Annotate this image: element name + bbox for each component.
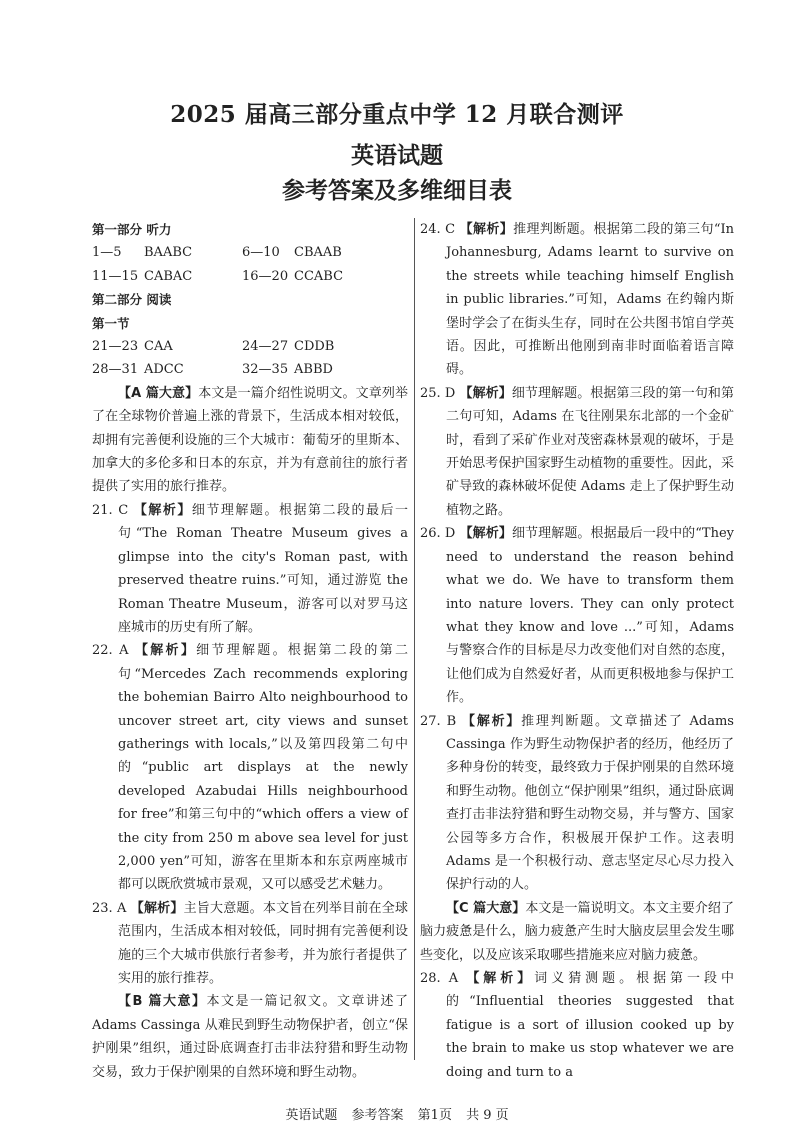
explanation-text: 推理判断题。根据第二段的第三句“In Johannesburg, Adams learnt to survive on the streets while teaching himself English in public libraries.”可知，Adams 在约翰内斯堡时学会了在街头生存，同时在公共图书馆自学英语。因此，可推断出他刚到南非时面临着语言障碍。 <box>446 222 734 378</box>
answer-range: 1—5 <box>92 245 122 261</box>
question-number: 26. D <box>420 526 456 542</box>
right-column <box>420 218 734 1084</box>
document-subtitle: 参考答案及多维细目表 <box>282 177 512 204</box>
analysis-label: 【解析】 <box>459 526 512 542</box>
answer-row <box>92 358 408 381</box>
answer-explanation-26 <box>420 522 734 709</box>
summary-text: 本文是一篇记叙文。文章讲述了 Adams Cassinga 从难民到野生动物保护者，创立“保护刚果”组织，通过卧底调查打击非法狩猎和野生动物交易，致力于保护刚果的自然环境和野生动物。 <box>92 994 408 1080</box>
subject-title: 英语试题 <box>351 142 443 169</box>
answer-value: ADCC <box>144 362 184 378</box>
answer-explanation-22 <box>92 639 408 896</box>
passage-c-summary <box>420 897 734 967</box>
analysis-label: 【解析】 <box>133 502 192 518</box>
summary-label: 【A 篇大意】 <box>118 385 199 401</box>
summary-text: 本文是一篇介绍性说明文。文章列举了在全球物价普遍上涨的背景下，生活成本相对较低，却拥有完善便利设施的三个大城市：葡萄牙的里斯本、加拿大的多伦多和日本的东京，并为有意前往的旅行者提供了实用的旅行推荐。 <box>92 385 408 495</box>
section-heading: 第一节 <box>92 315 130 331</box>
question-number: 21. C <box>92 502 129 518</box>
explanation-text: 细节理解题。根据第二段的第二句“Mercedes Zach recommends exploring the bohemian Bairro Alto neighbourhood to uncover street art, city views and sunset gatherings with locals,”以及第四段第二句中的“public art displays at the newly developed Azabudai Hills neighbourhood for free”和第三句中的“which offers a view of the city from 250 m above sea level for just 2,000 yen”可知，游客在里斯本和东京两座城市都可以既欣赏城市景观，又可以感受艺术魅力。 <box>118 643 408 893</box>
answer-value: BAABC <box>144 245 193 261</box>
explanation-text: 词义猜测题。根据第一段中的“Influential theories suggested that fatigue is a sort of illusion cooked up by the brain to make us stop whatever we are doing and turn to a <box>446 971 734 1080</box>
answer-value: CAA <box>144 339 173 355</box>
question-number: 25. D <box>420 385 456 401</box>
left-column <box>92 218 408 1084</box>
answer-range: 16—20 <box>242 268 289 284</box>
summary-text: 本文是一篇说明文。本文主要介绍了脑力疲惫是什么，脑力疲惫产生时大脑皮层里会发生哪些变化，以及应该采取哪些措施来应对脑力疲惫。 <box>420 900 734 963</box>
passage-a-summary <box>92 382 408 499</box>
part2-heading: 第二部分 阅读 <box>92 292 172 308</box>
analysis-label: 【解析】 <box>130 900 184 916</box>
summary-label: 【B 篇大意】 <box>118 994 207 1010</box>
analysis-label: 【解析】 <box>466 971 535 986</box>
answer-range: 24—27 <box>242 339 289 355</box>
column-divider <box>414 218 415 1060</box>
answer-explanation-24 <box>420 218 734 382</box>
question-number: 23. A <box>92 900 127 916</box>
answer-explanation-23 <box>92 897 408 991</box>
explanation-text: 细节理解题。根据第二段的最后一句“The Roman Theatre Museum gives a glimpse into the city's Roman past, with preserved theatre ruins.”可知，通过游览 the Roman Theatre Museum，游客可以对罗马这座城市的历史有所了解。 <box>118 502 408 635</box>
explanation-text: 主旨大意题。本文旨在列举目前在全球范围内，生活成本相对较低，同时拥有完善便利设施的三个大城市供旅行者参考，并为旅行者提供了实用的旅行推荐。 <box>118 900 408 986</box>
question-number: 24. C <box>420 222 456 237</box>
analysis-label: 【解析】 <box>134 643 197 659</box>
part1-heading: 第一部分 听力 <box>92 222 172 237</box>
passage-b-summary <box>92 990 408 1084</box>
answer-explanation-25 <box>420 382 734 522</box>
answer-row <box>92 335 408 358</box>
summary-label: 【C 篇大意】 <box>446 900 526 916</box>
footer-page-number: 第1页 <box>417 1108 452 1123</box>
page-title: 2025 届高三部分重点中学 12 月联合测评 <box>170 101 624 128</box>
answer-value: ABBD <box>294 362 333 378</box>
answer-value: CBAAB <box>294 245 342 261</box>
analysis-label: 【解析】 <box>462 713 522 729</box>
answer-range: 6—10 <box>242 245 280 261</box>
explanation-text: 细节理解题。根据第三段的第一句和第二句可知，Adams 在飞往刚果东北部的一个金矿时，看到了采矿作业对茂密森林景观的破坏，于是开始思考保护国家野生动植物的重要性。因此，采矿导致的森林破坏促使 Adams 走上了保护野生动植物之路。 <box>446 385 734 518</box>
question-number: 28. A <box>420 971 459 986</box>
answer-value: CDDB <box>294 339 335 355</box>
page-footer <box>0 1104 794 1123</box>
footer-total-pages: 共 9 页 <box>466 1108 509 1123</box>
explanation-text: 细节理解题。根据最后一段中的“They need to understand the reason behind what we do. We have to transform them into nature lovers. They can only protect what they know and love ...”可知，Adams 与警察合作的目标是尽力改变他们对自然的态度，让他们成为自然爱好者，从而更积极地参与保护工作。 <box>446 526 734 706</box>
answer-range: 11—15 <box>92 268 139 284</box>
analysis-label: 【解析】 <box>459 222 514 237</box>
answer-value: CCABC <box>294 268 344 284</box>
answer-row <box>92 241 408 264</box>
answer-range: 32—35 <box>242 362 289 378</box>
answer-row <box>92 265 408 288</box>
question-number: 22. A <box>92 643 129 659</box>
explanation-text: 推理判断题。文章描述了 Adams Cassinga 作为野生动物保护者的经历，他经历了多种身份的转变，最终致力于保护刚果的自然环境和野生动物。他创立“保护刚果”组织，通过卧底调查打击非法狩猎和野生动物交易，并与警方、国家公园等多方合作，积极展开保护工作。这表明 Adams 是一个积极行动、意志坚定尽心尽力投入保护行动的人。 <box>446 713 734 893</box>
answer-value: CABAC <box>144 268 193 284</box>
footer-subject: 英语试题 <box>285 1108 338 1123</box>
analysis-label: 【解析】 <box>459 385 512 401</box>
answer-explanation-21 <box>92 499 408 639</box>
answer-range: 21—23 <box>92 339 139 355</box>
footer-label: 参考答案 <box>351 1108 404 1123</box>
answer-range: 28—31 <box>92 362 139 378</box>
answer-explanation-28 <box>420 967 734 1084</box>
answer-explanation-27 <box>420 710 734 897</box>
question-number: 27. B <box>420 713 457 729</box>
